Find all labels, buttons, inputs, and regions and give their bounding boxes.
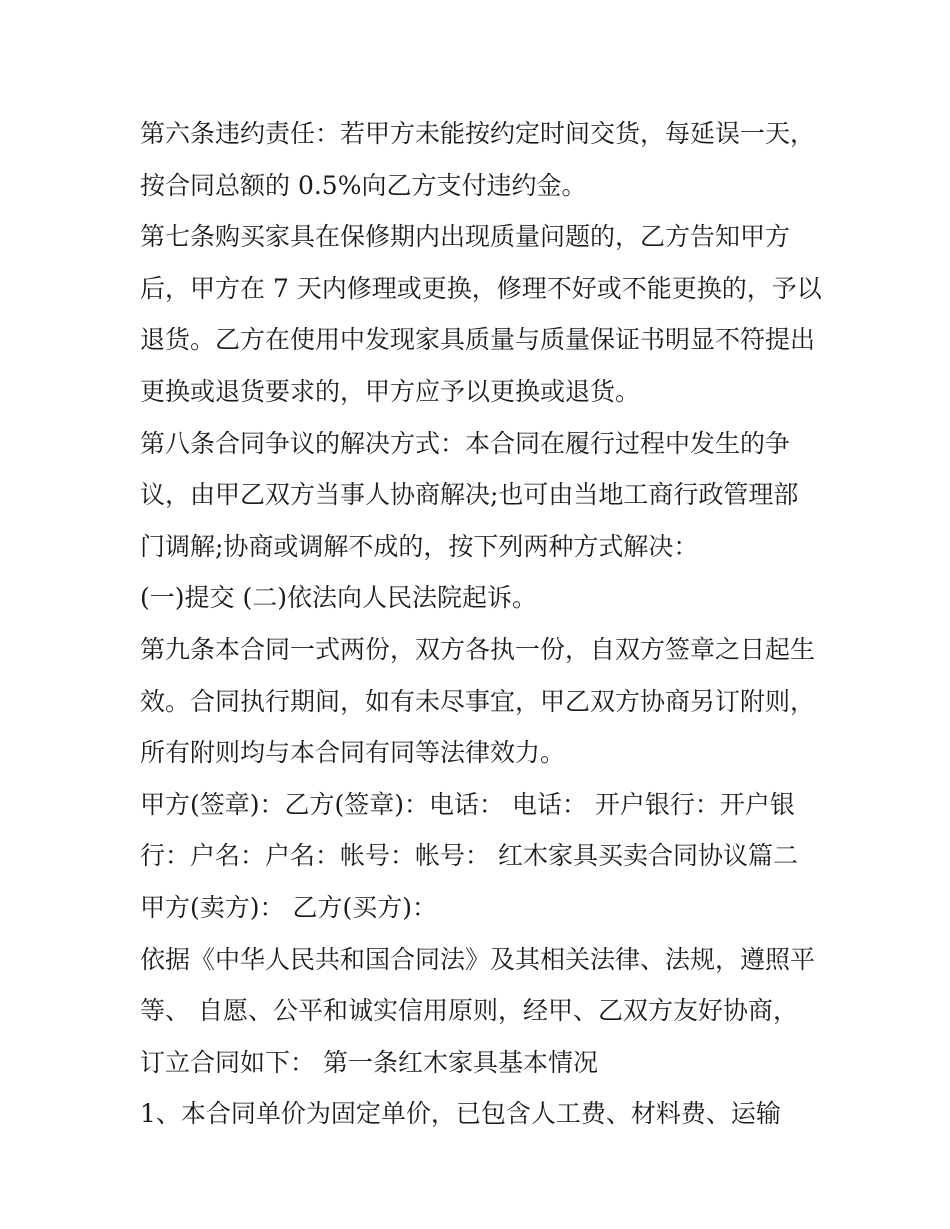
text-line: 1、本合同单价为固定单价，已包含人工费、材料费、运输 (140, 1099, 781, 1129)
text-line: 等、 自愿、公平和诚实信用原则，经甲、乙双方友好协商， (140, 996, 798, 1026)
text-line: 甲方(卖方)： 乙方(买方)： (140, 892, 437, 922)
text-line: 所有附则均与本合同有同等法律效力。 (140, 738, 566, 768)
text-line: 后，甲方在 7 天内修理或更换，修理不好或不能更换的，予以 (140, 273, 822, 303)
text-line: 第六条违约责任：若甲方未能按约定时间交货，每延误一天， (140, 119, 816, 148)
text-line: 按合同总额的 0.5%向乙方支付违约金。 (140, 170, 587, 200)
text-line: 订立合同如下： 第一条红木家具基本情况 (140, 1047, 598, 1077)
text-line: 行：户名：户名：帐号：帐号： 红木家具买卖合同协议篇二 (140, 841, 798, 871)
text-line: 议，由甲乙双方当事人协商解决;也可由当地工商行政管理部 (140, 480, 799, 510)
text-line: 效。合同执行期间，如有未尽事宜，甲乙双方协商另订附则， (140, 686, 816, 716)
text-line: 更换或退货要求的，甲方应予以更换或退货。 (140, 376, 641, 406)
text-line: 第七条购买家具在保修期内出现质量问题的，乙方告知甲方 (140, 222, 791, 252)
text-line: 甲方(签章)：乙方(签章)：电话： 电话： 开户银行：开户银 (140, 789, 795, 819)
text-line: 门调解;协商或调解不成的，按下列两种方式解决： (140, 531, 699, 561)
text-line: (一)提交 (二)依法向人民法院起诉。 (140, 583, 537, 613)
text-line: 第八条合同争议的解决方式：本合同在履行过程中发生的争 (140, 428, 791, 458)
text-line: 依据《中华人民共和国合同法》及其相关法律、法规，遵照平 (140, 944, 816, 974)
document-body (140, 108, 830, 1140)
text-line: 退货。乙方在使用中发现家具质量与质量保证书明显不符提出 (140, 325, 816, 355)
text-line: 第九条本合同一式两份，双方各执一份，自双方签章之日起生 (140, 634, 816, 664)
